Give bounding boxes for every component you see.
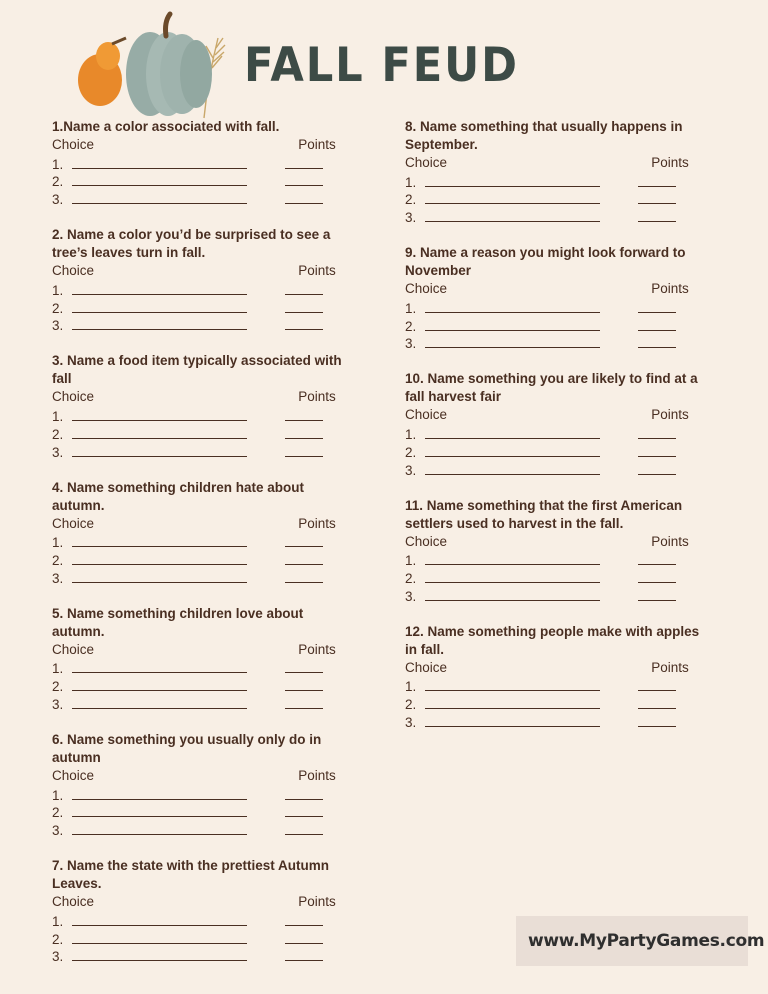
answer-number: 3. — [52, 570, 64, 586]
points-blank[interactable] — [285, 564, 323, 565]
answer-number: 3. — [405, 462, 417, 478]
choice-label: Choice — [52, 894, 95, 910]
answer-row — [52, 803, 352, 821]
answer-number: 3. — [52, 949, 64, 965]
points-blank[interactable] — [285, 456, 323, 457]
points-blank[interactable] — [638, 456, 676, 457]
answer-row — [405, 424, 705, 442]
answer-row — [52, 929, 352, 947]
answer-number: 1. — [405, 553, 417, 569]
choice-label: Choice — [52, 767, 95, 783]
logo-text: www.MyPartyGames.com — [528, 931, 765, 951]
points-blank[interactable] — [285, 672, 323, 673]
answer-row — [52, 189, 352, 207]
answer-row — [52, 694, 352, 712]
answer-number: 2. — [405, 570, 417, 586]
answer-blank[interactable] — [425, 203, 600, 204]
answer-number: 2. — [405, 318, 417, 334]
answer-row — [52, 550, 352, 568]
answer-row — [405, 207, 705, 225]
answer-blank[interactable] — [72, 438, 247, 439]
points-blank[interactable] — [285, 582, 323, 583]
choice-label: Choice — [405, 281, 448, 297]
points-blank[interactable] — [285, 943, 323, 944]
header-row — [405, 533, 705, 551]
points-blank[interactable] — [638, 708, 676, 709]
header-row — [52, 515, 352, 533]
points-blank[interactable] — [638, 564, 676, 565]
answer-row — [52, 947, 352, 965]
answer-number: 1. — [405, 426, 417, 442]
points-label: Points — [651, 155, 689, 170]
points-blank[interactable] — [638, 690, 676, 691]
question-text: 1.Name a color associated with fall. — [52, 119, 280, 134]
answer-blank[interactable] — [425, 312, 600, 313]
answer-number: 1. — [52, 787, 64, 803]
answer-number: 3. — [405, 336, 417, 352]
answer-number: 3. — [52, 192, 64, 208]
answer-row — [52, 424, 352, 442]
answer-blank[interactable] — [425, 221, 600, 222]
question-text: 8. Name something that usually happens in September. — [405, 119, 683, 152]
answer-number: 2. — [52, 931, 64, 947]
points-blank[interactable] — [638, 312, 676, 313]
points-blank[interactable] — [638, 438, 676, 439]
answer-row — [405, 298, 705, 316]
question-text: 2. Name a color you’d be surprised to see a tree’s leaves turn in fall. — [52, 227, 331, 261]
answer-blank[interactable] — [425, 456, 600, 457]
answer-number: 1. — [52, 535, 64, 551]
header-row — [405, 280, 705, 298]
answer-row — [52, 316, 352, 334]
points-blank[interactable] — [285, 546, 323, 547]
questions-right-column — [405, 118, 705, 749]
points-blank[interactable] — [285, 168, 323, 169]
header-row — [52, 136, 352, 154]
answer-row — [405, 712, 705, 730]
points-blank[interactable] — [285, 690, 323, 691]
sage-pumpkin-icon — [126, 14, 212, 116]
choice-label: Choice — [52, 515, 95, 531]
points-label: Points — [298, 767, 336, 783]
answer-number: 3. — [405, 714, 417, 730]
answer-blank[interactable] — [425, 474, 600, 475]
answer-number: 3. — [52, 696, 64, 712]
answer-blank[interactable] — [72, 943, 247, 944]
answer-blank[interactable] — [72, 708, 247, 709]
answer-number: 3. — [405, 210, 417, 226]
answer-blank[interactable] — [425, 600, 600, 601]
answer-row — [52, 532, 352, 550]
question-text: 7. Name the state with the prettiest Autumn Leaves. — [52, 858, 330, 892]
answer-number: 1. — [405, 300, 417, 316]
choice-label: Choice — [405, 155, 448, 170]
choice-label: Choice — [52, 137, 95, 152]
header-row — [52, 641, 352, 659]
answer-blank[interactable] — [425, 582, 600, 583]
answer-blank[interactable] — [72, 690, 247, 691]
answer-row — [52, 911, 352, 929]
points-blank[interactable] — [638, 600, 676, 601]
answer-row — [52, 785, 352, 803]
answer-blank[interactable] — [425, 186, 600, 187]
points-blank[interactable] — [638, 221, 676, 222]
points-blank[interactable] — [285, 708, 323, 709]
choice-label: Choice — [405, 407, 448, 423]
answer-blank[interactable] — [72, 799, 247, 800]
question-text: 4. Name something children hate about autumn. — [52, 479, 305, 513]
question-block — [52, 479, 352, 586]
choice-label: Choice — [405, 533, 448, 549]
answer-number: 1. — [52, 156, 64, 172]
points-blank[interactable] — [285, 329, 323, 330]
points-blank[interactable] — [285, 925, 323, 926]
answer-row — [52, 280, 352, 298]
header-row — [405, 659, 705, 677]
answer-row — [405, 550, 705, 568]
answer-number: 3. — [405, 588, 417, 604]
answer-row — [405, 568, 705, 586]
answer-blank[interactable] — [72, 185, 247, 186]
points-label: Points — [651, 407, 689, 423]
answer-number: 2. — [52, 426, 64, 442]
question-block — [52, 226, 352, 333]
answer-row — [405, 334, 705, 352]
header-row — [52, 388, 352, 406]
question-text: 5. Name something children love about autumn. — [52, 605, 304, 639]
points-label: Points — [651, 659, 689, 675]
answer-row — [405, 694, 705, 712]
question-block — [52, 731, 352, 838]
points-label: Points — [298, 641, 336, 657]
question-text: 9. Name a reason you might look forward to November — [405, 245, 686, 279]
answer-blank[interactable] — [72, 816, 247, 817]
answer-row — [52, 676, 352, 694]
points-blank[interactable] — [285, 438, 323, 439]
answer-blank[interactable] — [72, 168, 247, 169]
header-row — [52, 262, 352, 280]
points-label: Points — [651, 281, 689, 297]
answer-row — [52, 659, 352, 677]
points-blank[interactable] — [285, 816, 323, 817]
question-text: 12. Name something people make with apples in fall. — [405, 623, 700, 657]
answer-number: 2. — [52, 805, 64, 821]
answer-blank[interactable] — [72, 312, 247, 313]
points-blank[interactable] — [638, 347, 676, 348]
choice-label: Choice — [52, 389, 95, 405]
answer-blank[interactable] — [72, 582, 247, 583]
answer-row — [52, 442, 352, 460]
answer-number: 2. — [405, 697, 417, 713]
points-label: Points — [651, 533, 689, 549]
pumpkins-illustration — [72, 8, 232, 120]
answer-blank[interactable] — [425, 708, 600, 709]
page-title: FALL FEUD — [244, 38, 519, 93]
points-blank[interactable] — [638, 330, 676, 331]
question-block — [405, 497, 705, 604]
answer-row — [52, 820, 352, 838]
answer-blank[interactable] — [72, 203, 247, 204]
answer-blank[interactable] — [425, 347, 600, 348]
points-blank[interactable] — [285, 420, 323, 421]
answer-blank[interactable] — [72, 925, 247, 926]
points-blank[interactable] — [638, 726, 676, 727]
answer-number: 1. — [405, 174, 417, 190]
choice-label: Choice — [52, 641, 95, 657]
question-block — [405, 118, 705, 225]
points-blank[interactable] — [285, 185, 323, 186]
points-blank[interactable] — [638, 474, 676, 475]
answer-number: 1. — [52, 408, 64, 424]
answer-row — [405, 677, 705, 695]
question-block — [405, 244, 705, 351]
header-row — [52, 893, 352, 911]
question-block — [52, 857, 352, 964]
answer-blank[interactable] — [72, 546, 247, 547]
answer-row — [405, 190, 705, 208]
questions-left-column — [52, 118, 352, 983]
answer-row — [52, 568, 352, 586]
answer-blank[interactable] — [425, 438, 600, 439]
points-label: Points — [298, 137, 336, 152]
answer-row — [52, 406, 352, 424]
answer-number: 2. — [405, 192, 417, 208]
answer-blank[interactable] — [425, 330, 600, 331]
answer-row — [52, 172, 352, 190]
choice-label: Choice — [52, 263, 95, 279]
points-blank[interactable] — [638, 203, 676, 204]
points-label: Points — [298, 894, 336, 910]
header-row — [405, 406, 705, 424]
answer-number: 2. — [52, 174, 64, 190]
points-blank[interactable] — [285, 834, 323, 835]
answer-blank[interactable] — [72, 564, 247, 565]
question-block — [405, 623, 705, 730]
choice-label: Choice — [405, 659, 448, 675]
answer-number: 3. — [52, 823, 64, 839]
question-block — [52, 605, 352, 712]
points-blank[interactable] — [285, 203, 323, 204]
answer-number: 2. — [52, 679, 64, 695]
question-block — [405, 370, 705, 477]
answer-row — [52, 154, 352, 172]
question-text: 10. Name something you are likely to find at a fall harvest fair — [405, 371, 698, 405]
question-text: 3. Name a food item typically associated with fall — [52, 353, 342, 387]
answer-number: 3. — [52, 318, 64, 334]
answer-number: 1. — [52, 913, 64, 929]
points-blank[interactable] — [285, 294, 323, 295]
question-block — [52, 352, 352, 459]
points-blank[interactable] — [285, 960, 323, 961]
answer-number: 2. — [52, 300, 64, 316]
answer-blank[interactable] — [425, 726, 600, 727]
answer-row — [405, 316, 705, 334]
answer-row — [405, 442, 705, 460]
answer-row — [405, 586, 705, 604]
answer-blank[interactable] — [425, 564, 600, 565]
points-label: Points — [298, 263, 336, 279]
question-text: 6. Name something you usually only do in autumn — [52, 731, 322, 765]
answer-blank[interactable] — [72, 672, 247, 673]
site-logo — [516, 916, 765, 966]
answer-number: 1. — [52, 661, 64, 677]
answer-blank[interactable] — [72, 329, 247, 330]
answer-number: 1. — [52, 282, 64, 298]
points-blank[interactable] — [638, 582, 676, 583]
question-text: 11. Name something that the first American settlers used to harvest in the fall. — [405, 497, 683, 531]
answer-blank[interactable] — [72, 960, 247, 961]
header-row — [52, 767, 352, 785]
answer-blank[interactable] — [72, 456, 247, 457]
answer-row — [405, 172, 705, 190]
answer-blank[interactable] — [72, 834, 247, 835]
answer-number: 2. — [405, 444, 417, 460]
question-block — [52, 118, 352, 207]
answer-number: 1. — [405, 679, 417, 695]
answer-number: 2. — [52, 552, 64, 568]
answer-row — [405, 460, 705, 478]
points-label: Points — [298, 515, 336, 531]
points-blank[interactable] — [638, 186, 676, 187]
answer-number: 3. — [52, 444, 64, 460]
points-blank[interactable] — [285, 312, 323, 313]
header-row — [405, 154, 705, 172]
points-blank[interactable] — [285, 799, 323, 800]
answer-blank[interactable] — [72, 420, 247, 421]
points-label: Points — [298, 389, 336, 405]
orange-gourd-icon — [78, 38, 126, 106]
answer-blank[interactable] — [425, 690, 600, 691]
answer-row — [52, 298, 352, 316]
answer-blank[interactable] — [72, 294, 247, 295]
